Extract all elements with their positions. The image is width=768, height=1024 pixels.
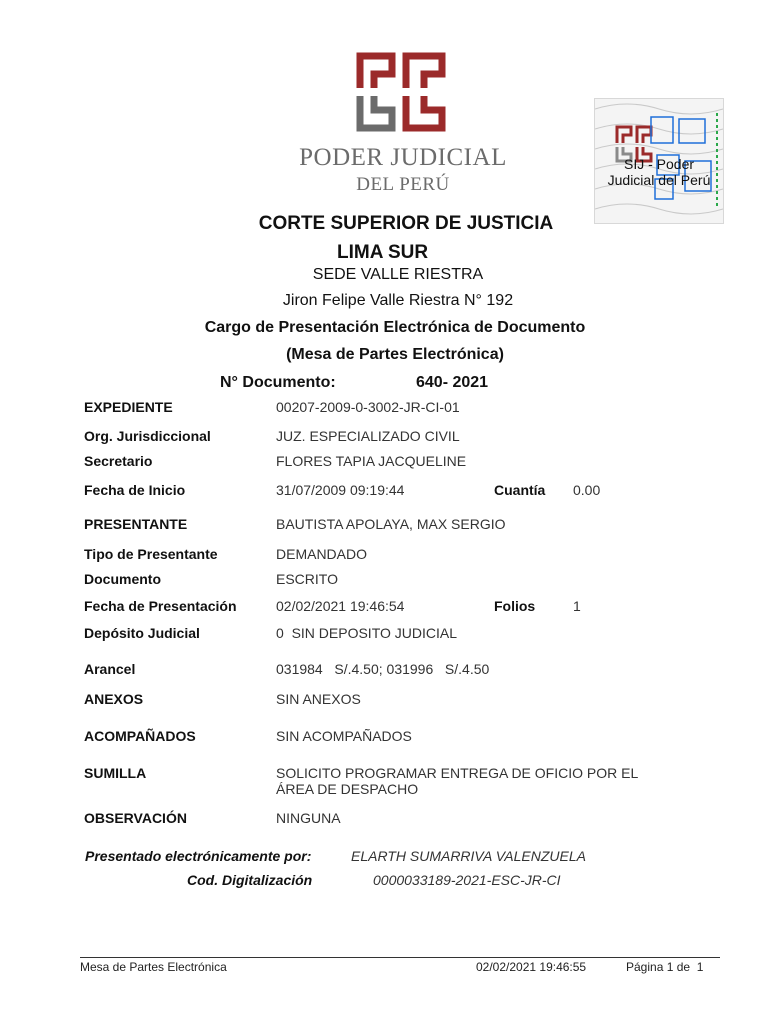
- stamp-line1: SIJ - Poder: [623, 156, 695, 172]
- secretario-value: FLORES TAPIA JACQUELINE: [276, 453, 467, 469]
- stamp-line2: Judicial del Perú: [607, 172, 711, 188]
- expediente-label: EXPEDIENTE: [84, 399, 173, 415]
- fecha-presentacion-value: 02/02/2021 19:46:54: [276, 598, 405, 614]
- doc-number-label: N° Documento:: [220, 374, 336, 391]
- acompanados-label: ACOMPAÑADOS: [84, 728, 196, 744]
- tipo-presentante-label: Tipo de Presentante: [84, 546, 218, 562]
- observacion-value: NINGUNA: [276, 810, 341, 826]
- cod-digitalizacion-value: 0000033189-2021-ESC-JR-CI: [373, 872, 561, 888]
- cuantia-value: 0.00: [573, 482, 601, 498]
- court-title-line2: LIMA SUR: [337, 242, 429, 263]
- footer-divider: [80, 957, 720, 958]
- documento-label: Documento: [84, 571, 161, 587]
- presentado-value: ELARTH SUMARRIVA VALENZUELA: [351, 848, 586, 864]
- org-label: Org. Jurisdiccional: [84, 428, 211, 444]
- logo-name-line2: DEL PERÚ: [356, 174, 450, 195]
- logo-name-line1: PODER JUDICIAL: [299, 144, 507, 171]
- sumilla-label: SUMILLA: [84, 765, 147, 781]
- expediente-value: 00207-2009-0-3002-JR-CI-01: [276, 399, 460, 415]
- fecha-presentacion-label: Fecha de Presentación: [84, 598, 237, 614]
- deposito-label: Depósito Judicial: [84, 625, 200, 641]
- arancel-value: 031984 S/.4.50; 031996 S/.4.50: [276, 661, 490, 677]
- org-value: JUZ. ESPECIALIZADO CIVIL: [276, 428, 460, 444]
- folios-value: 1: [573, 598, 581, 614]
- fecha-inicio-label: Fecha de Inicio: [84, 482, 186, 498]
- presentante-value: BAUTISTA APOLAYA, MAX SERGIO: [276, 516, 506, 532]
- presentante-label: PRESENTANTE: [84, 516, 188, 532]
- secretario-label: Secretario: [84, 453, 153, 469]
- sumilla-value-line1: SOLICITO PROGRAMAR ENTREGA DE OFICIO POR EL: [276, 765, 639, 781]
- documento-value: ESCRITO: [276, 571, 338, 587]
- cuantia-label: Cuantía: [494, 482, 546, 498]
- anexos-label: ANEXOS: [84, 691, 144, 707]
- poder-judicial-logo-icon: [356, 52, 448, 132]
- footer-datetime: 02/02/2021 19:46:55: [476, 960, 587, 974]
- sumilla-value-line2: ÁREA DE DESPACHO: [276, 781, 419, 797]
- anexos-value: SIN ANEXOS: [276, 691, 361, 707]
- document-subtitle: (Mesa de Partes Electrónica): [286, 346, 504, 363]
- tipo-presentante-value: DEMANDADO: [276, 546, 368, 562]
- presentado-label: Presentado electrónicamente por:: [85, 848, 312, 864]
- fecha-inicio-value: 31/07/2009 09:19:44: [276, 482, 405, 498]
- arancel-label: Arancel: [84, 661, 136, 677]
- deposito-value: 0 SIN DEPOSITO JUDICIAL: [276, 625, 458, 641]
- sede-name: SEDE VALLE RIESTRA: [312, 266, 484, 283]
- footer-left: Mesa de Partes Electrónica: [80, 960, 227, 974]
- digital-signature-stamp: [594, 98, 724, 224]
- court-address: Jiron Felipe Valle Riestra N° 192: [282, 292, 514, 309]
- cod-digitalizacion-label: Cod. Digitalización: [187, 872, 313, 888]
- footer-page: Página 1 de 1: [626, 960, 704, 974]
- court-title-line1: CORTE SUPERIOR DE JUSTICIA: [258, 213, 554, 234]
- document-title: Cargo de Presentación Electrónica de Documento: [204, 319, 586, 336]
- folios-label: Folios: [494, 598, 536, 614]
- acompanados-value: SIN ACOMPAÑADOS: [276, 728, 412, 744]
- doc-number-value: 640- 2021: [416, 374, 489, 391]
- observacion-label: OBSERVACIÓN: [84, 810, 187, 826]
